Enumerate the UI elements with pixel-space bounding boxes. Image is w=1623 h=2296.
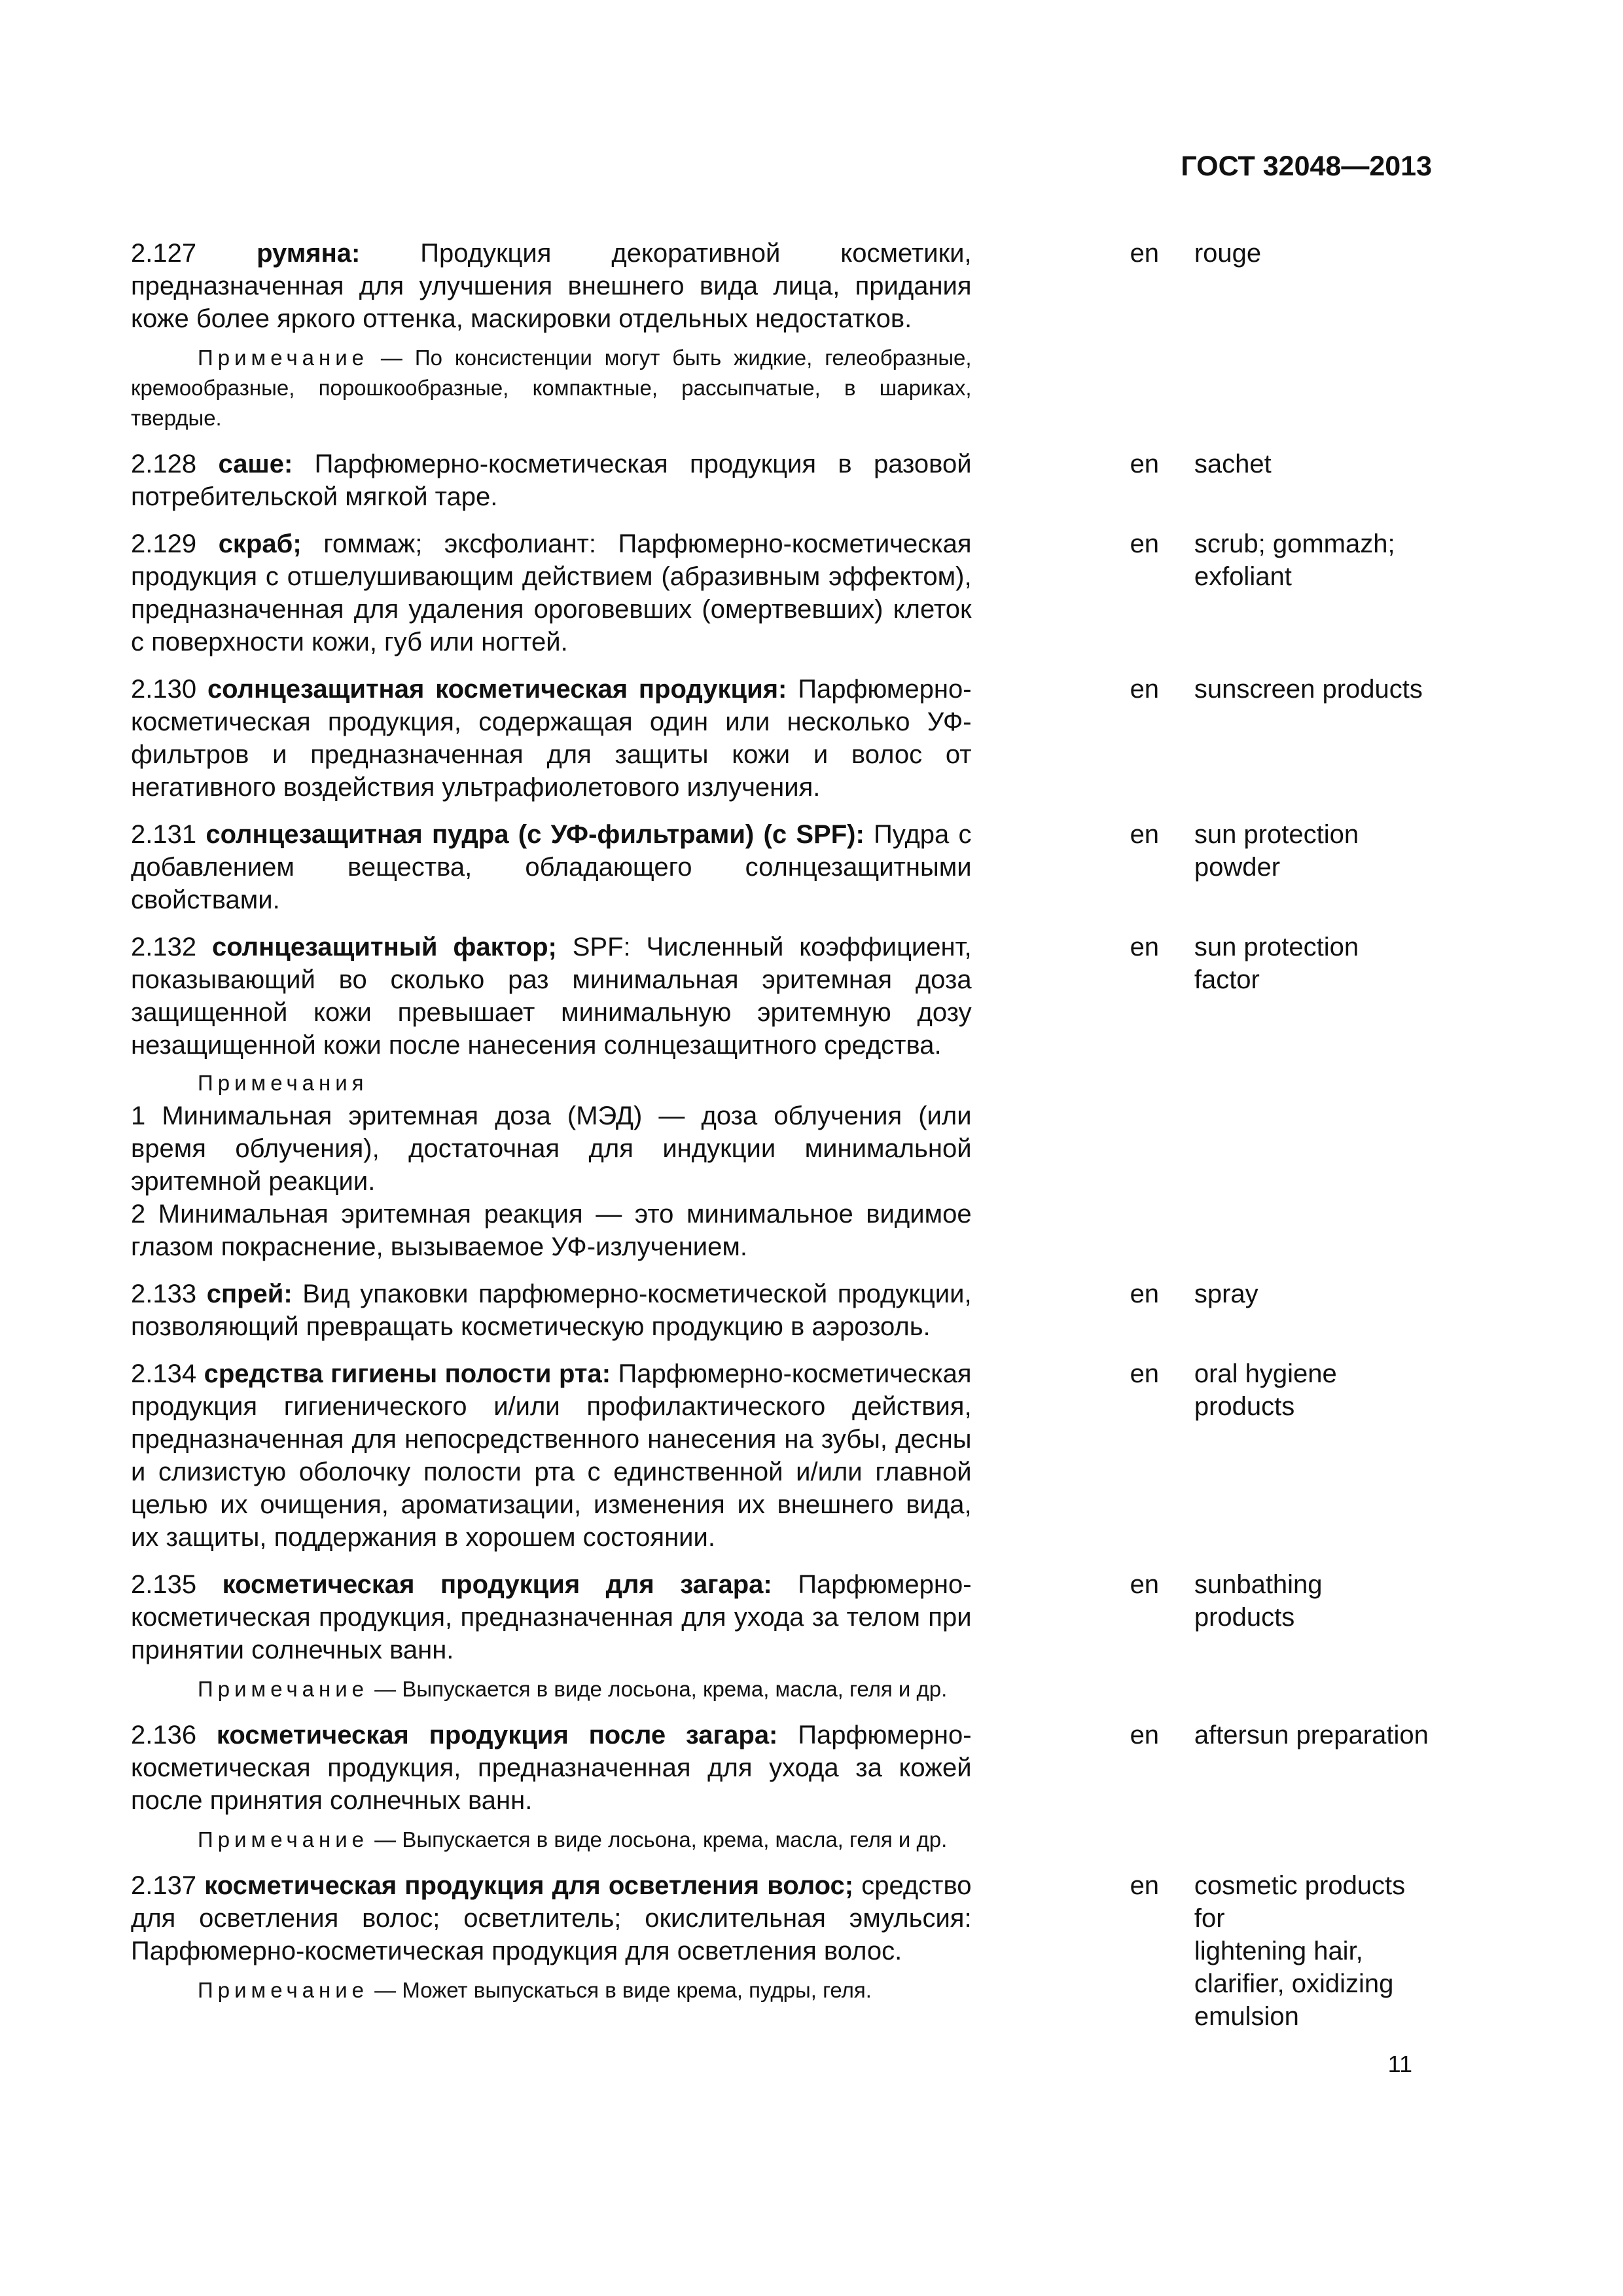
- language-code: en: [1130, 1280, 1160, 1308]
- term-entry: [131, 1278, 1440, 1343]
- english-equivalent: sunscreen products: [1194, 675, 1423, 704]
- term-column: [131, 1357, 972, 1554]
- definition-text: Пудра с добавлением вещества, обладающего солнцезащитными свойствами.: [131, 820, 972, 914]
- term-definition: [131, 448, 972, 513]
- note-text: — По консистенции могут быть жидкие, гелеобразные, кремообразные, порошкообразные, компактные, рассыпчатые, в шариках, твердые.: [131, 346, 972, 430]
- language-code: en: [1130, 933, 1160, 961]
- english-equivalent: aftersun preparation: [1194, 1721, 1429, 1749]
- term-entry: [131, 1357, 1440, 1554]
- term-name: спрей:: [206, 1280, 293, 1308]
- term-note: [131, 343, 972, 433]
- note-label: Примечание: [198, 1978, 369, 2002]
- term-number: 2.128: [131, 450, 197, 478]
- term-name: косметическая продукция для осветления волос;: [204, 1871, 854, 1900]
- definition-text: SPF: Численный коэффициент, показывающий во сколько раз минимальная эритемная доза защищенной кожи превышает минимальную эритемную дозу незащищенной кожи после нанесения солнцезащитного средства.: [131, 933, 972, 1060]
- term-definition: [131, 818, 972, 916]
- term-definition: [131, 1357, 972, 1554]
- term-name: солнцезащитная косметическая продукция:: [207, 675, 787, 704]
- term-number: 2.129: [131, 529, 197, 558]
- note-label: Примечание: [198, 1827, 369, 1852]
- note-text: — Выпускается в виде лосьона, крема, масла, геля и др.: [368, 1677, 948, 1701]
- term-column: [131, 818, 972, 916]
- term-entry: [131, 1869, 1440, 2033]
- term-column: [131, 1719, 972, 1855]
- term-number: 2.135: [131, 1570, 197, 1599]
- term-column: [131, 1278, 972, 1343]
- term-definition: [131, 931, 972, 1062]
- definition-text: Продукция декоративной косметики, предназначенная для улучшения внешнего вида лица, придания коже более яркого оттенка, маскировки отдельных недостатков.: [131, 239, 972, 333]
- term-column: [131, 1869, 972, 2033]
- english-equivalent: sachet: [1194, 450, 1272, 478]
- definition-text: средство для осветления волос; осветлитель; окислительная эмульсия: Парфюмерно-косметическая продукция для осветления волос.: [131, 1871, 972, 1965]
- term-column: [131, 528, 972, 658]
- term-column: [131, 237, 972, 433]
- language-code: en: [1130, 450, 1160, 478]
- term-name: косметическая продукция для загара:: [222, 1570, 772, 1599]
- note-label: Примечание: [198, 1677, 369, 1701]
- term-definition: [131, 528, 972, 658]
- terms-list: [131, 237, 1440, 2047]
- term-note: [131, 1674, 972, 1704]
- term-notes: [131, 1067, 972, 1263]
- term-entry: [131, 931, 1440, 1263]
- term-entry: [131, 1719, 1440, 1855]
- english-equivalent: cosmetic products for lightening hair, clarifier, oxidizing emulsion: [1194, 1871, 1406, 2031]
- page-number: 11: [1387, 2051, 1412, 2077]
- term-entry: [131, 448, 1440, 513]
- term-number: 2.137: [131, 1871, 197, 1900]
- definition-text: гоммаж; эксфолиант: Парфюмерно-косметическая продукция с отшелушивающим действием (абразивным эффектом), предназначенная для удаления ороговевших (омертвевших) клеток с поверхности кожи, губ или ногтей.: [131, 529, 972, 656]
- term-number: 2.130: [131, 675, 197, 704]
- term-entry: [131, 818, 1440, 916]
- english-equivalent: spray: [1194, 1280, 1258, 1308]
- term-entry: [131, 1568, 1440, 1704]
- definition-text: Парфюмерно-косметическая продукция, содержащая один или несколько УФ-фильтров и предназначенная для защиты кожи и волос от негативного воздействия ультрафиолетового излучения.: [131, 675, 972, 802]
- term-column: [131, 931, 972, 1263]
- term-number: 2.134: [131, 1359, 197, 1388]
- term-column: [131, 1568, 972, 1704]
- language-code: en: [1130, 239, 1160, 268]
- term-name: скраб;: [218, 529, 302, 558]
- document-code: ГОСТ 32048—2013: [1181, 151, 1432, 182]
- english-equivalent: scrub; gommazh; exfoliant: [1194, 529, 1395, 591]
- english-equivalent: rouge: [1194, 239, 1262, 268]
- note-item: 1 Минимальная эритемная доза (МЭД) — доза облучения (или время облучения), достаточная для индукции минимальной эритемной реакции.: [131, 1102, 972, 1196]
- definition-text: Парфюмерно-косметическая продукция, предназначенная для ухода за телом при принятии солнечных ванн.: [131, 1570, 972, 1664]
- language-code: en: [1130, 675, 1160, 704]
- term-name: косметическая продукция после загара:: [216, 1721, 778, 1749]
- term-column: [131, 673, 972, 804]
- note-item: 2 Минимальная эритемная реакция — это минимальное видимое глазом покраснение, вызываемое УФ-излучением.: [131, 1200, 972, 1261]
- term-name: солнцезащитная пудра (с УФ-фильтрами) (с SPF):: [205, 820, 865, 849]
- language-code: en: [1130, 1359, 1160, 1388]
- definition-text: Парфюмерно-косметическая продукция гигиенического и/или профилактического действия, предназначенная для непосредственного нанесения на зубы, десны и слизистую оболочку полости рта с единственной и/или главной целью их очищения, ароматизации, изменения их внешнего вида, их защиты, поддержания в хорошем состоянии.: [131, 1359, 972, 1552]
- term-number: 2.133: [131, 1280, 197, 1308]
- english-equivalent: oral hygiene products: [1194, 1359, 1337, 1421]
- definition-text: Парфюмерно-косметическая продукция, предназначенная для ухода за кожей после принятия солнечных ванн.: [131, 1721, 972, 1815]
- language-code: en: [1130, 820, 1160, 849]
- term-definition: [131, 237, 972, 335]
- term-definition: [131, 1869, 972, 1967]
- term-entry: [131, 237, 1440, 433]
- definition-text: Парфюмерно-косметическая продукция в разовой потребительской мягкой таре.: [131, 450, 972, 511]
- note-label: Примечание: [198, 346, 369, 370]
- term-note: [131, 1975, 972, 2005]
- english-equivalent: sunbathing products: [1194, 1570, 1323, 1632]
- term-entry: [131, 528, 1440, 658]
- term-number: 2.131: [131, 820, 197, 849]
- note-text: — Выпускается в виде лосьона, крема, масла, геля и др.: [368, 1827, 948, 1852]
- term-name: саше:: [218, 450, 293, 478]
- term-name: румяна:: [257, 239, 361, 268]
- term-definition: [131, 1568, 972, 1666]
- language-code: en: [1130, 1871, 1160, 1900]
- language-code: en: [1130, 1570, 1160, 1599]
- term-name: средства гигиены полости рта:: [204, 1359, 611, 1388]
- term-name: солнцезащитный фактор;: [211, 933, 557, 961]
- term-definition: [131, 1719, 972, 1817]
- term-number: 2.132: [131, 933, 197, 961]
- definition-text: Вид упаковки парфюмерно-косметической продукции, позволяющий превращать косметическую продукцию в аэрозоль.: [131, 1280, 972, 1341]
- notes-heading: Примечания: [198, 1071, 368, 1095]
- english-equivalent: sun protection factor: [1194, 933, 1359, 994]
- term-column: [131, 448, 972, 513]
- term-number: 2.127: [131, 239, 197, 268]
- note-text: — Может выпускаться в виде крема, пудры, геля.: [368, 1978, 872, 2002]
- term-definition: [131, 1278, 972, 1343]
- term-definition: [131, 673, 972, 804]
- language-code: en: [1130, 529, 1160, 558]
- term-number: 2.136: [131, 1721, 197, 1749]
- term-entry: [131, 673, 1440, 804]
- language-code: en: [1130, 1721, 1160, 1749]
- english-equivalent: sun protection powder: [1194, 820, 1359, 882]
- term-note: [131, 1825, 972, 1855]
